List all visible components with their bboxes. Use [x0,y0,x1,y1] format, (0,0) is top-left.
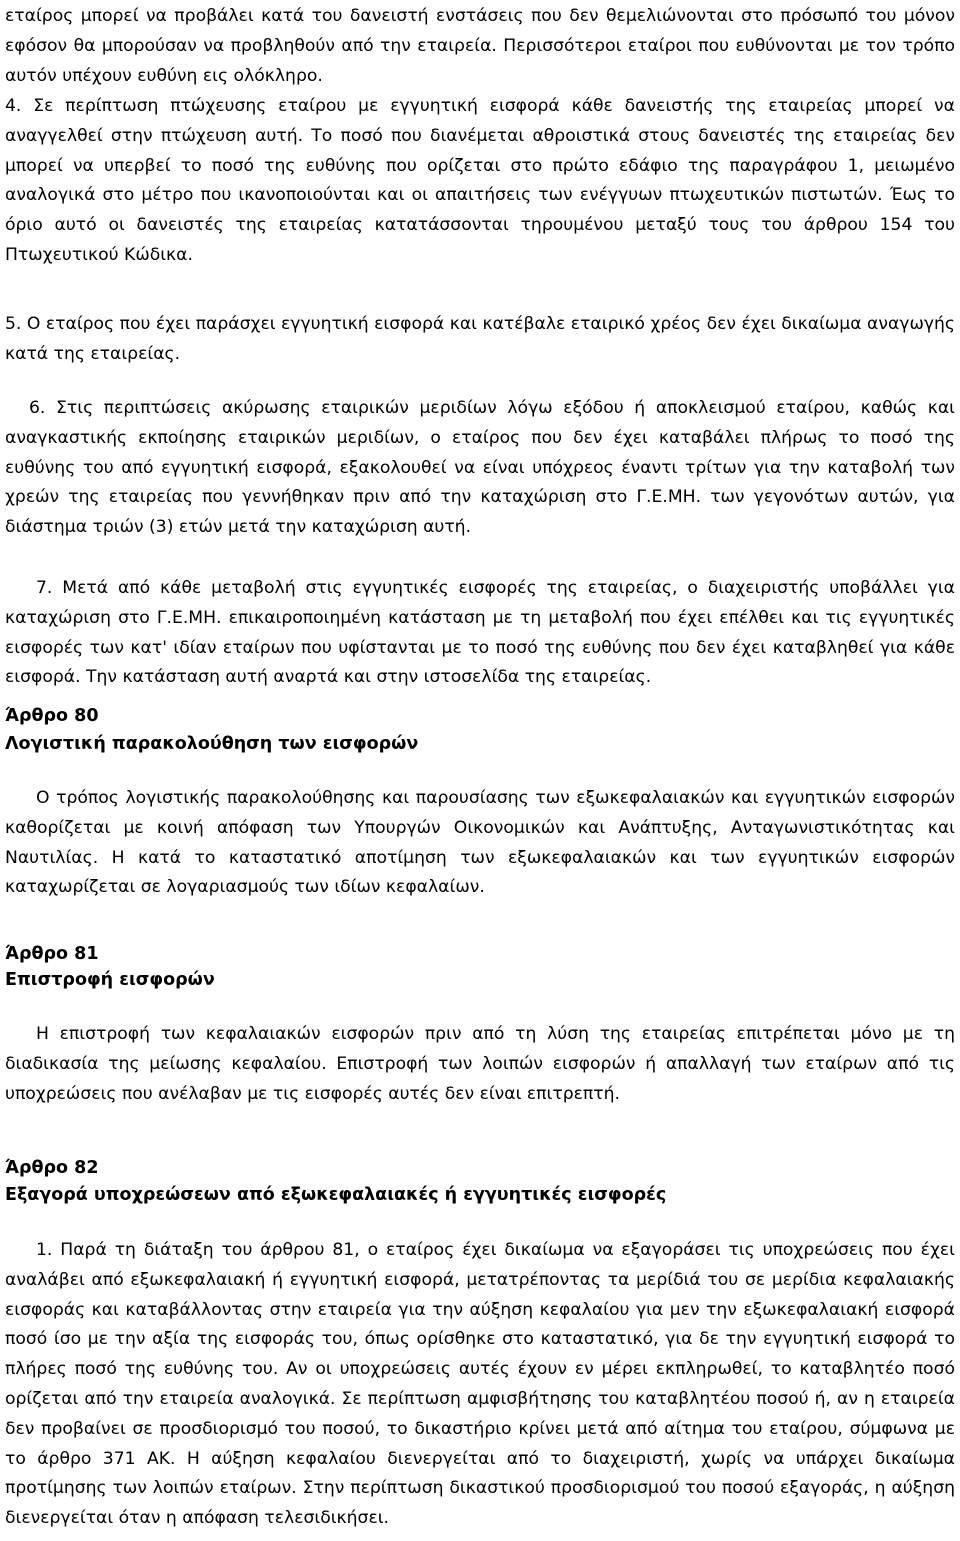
article-82-paragraph-1: 1. Παρά τη διάταξη του άρθρου 81, ο εταίρος έχει δικαίωμα να εξαγοράσει τις υποχρεώσεις που έχει αναλάβει από εξωκεφαλαιακή ή εγγυητική εισφορά, μετατρέποντας τα μερίδιά του σε μερίδια κεφαλαιακής εισφοράς και καταβάλλοντας στην εταιρεία για την αύξηση κεφαλαίου για μεν την εξωκεφαλαιακή εισφορά ποσό ίσο με την αξία της εισφοράς του, όπως ορίσθηκε στο καταστατικό, για δε την εγγυητική εισφορά το πλήρες ποσό της ευθύνης του. Αν οι υποχρεώσεις αυτές έχουν εν μέρει εκπληρωθεί, το καταβλητέο ποσό ορίζεται από την εταιρεία αναλογικά. Σε περίπτωση αμφισβήτησης του καταβλητέου ποσού ή, αν η εταιρεία δεν προβαίνει σε προσδιορισμό του ποσού, το δικαστήριο κρίνει μετά από αίτημα του εταίρου, σύμφωνα με το άρθρο 371 ΑΚ. Η αύξηση κεφαλαίου διενεργείται από το διαχειριστή, χωρίς να υπάρχει δικαίωμα προτίμησης των λοιπών εταίρων. Στην περίπτωση δικαστικού προσδιορισμού του ποσού εξαγοράς, η αύξηση διενεργείται όταν η απόφαση τελεσιδικήσει. [5,1240,955,1529]
article-80-title: Λογιστική παρακολούθηση των εισφορών [5,734,419,754]
article-80-body: Ο τρόπος λογιστικής παρακολούθησης και παρουσίασης των εξωκεφαλαιακών και εγγυητικών εισφορών καθορίζεται με κοινή απόφαση των Υπουργών Οικονομικών και Ανάπτυξης, Ανταγωνιστικότητας και Ναυτιλίας. Η κατά το καταστατικό αποτίμηση των εξωκεφαλαιακών και των εγγυητικών εισφορών καταχωρίζεται σε λογαριασμούς των ιδίων κεφαλαίων. [5,788,955,898]
paragraph-4: 4. Σε περίπτωση πτώχευσης εταίρου με εγγυητική εισφορά κάθε δανειστής της εταιρείας μπορεί να αναγγελθεί στην πτώχευση αυτή. Το ποσό που διανέμεται αθροιστικά στους δανειστές της εταιρείας δεν μπορεί να υπερβεί το ποσό της ευθύνης που ορίζεται στο πρώτο εδάφιο της παραγράφου 1, μειωμένο αναλογικά στο μέτρο που ικανοποιούνται και οι απαιτήσεις των ενέγγυων πτωχευτικών πιστωτών. Έως το όριο αυτό οι δανειστές της εταιρείας κατατάσσονται τηρουμένου μεταξύ τους του άρθρου 154 του Πτωχευτικού Κώδικα. [5,96,955,265]
paragraph-7: 7. Μετά από κάθε μεταβολή στις εγγυητικές εισφορές της εταιρείας, ο διαχειριστής υποβάλλει για καταχώριση στο Γ.Ε.ΜΗ. επικαιροποιημένη κατάσταση με τη μεταβολή που έχει επέλθει και τις εγγυητικές εισφορές των κατ' ιδίαν εταίρων που υφίστανται με το ποσό της ευθύνης που δεν έχει καταβληθεί για κάθε εισφορά. Την κατάσταση αυτή αναρτά και στην ιστοσελίδα της εταιρείας. [5,578,955,688]
article-82-title: Εξαγορά υποχρεώσεων από εξωκεφαλαιακές ή εγγυητικές εισφορές [5,1185,667,1205]
paragraph-continuation: εταίρος μπορεί να προβάλει κατά του δανειστή ενστάσεις που δεν θεμελιώνονται στο πρόσωπό του μόνον εφόσον θα μπορούσαν να προβληθούν από την εταιρεία. Περισσότεροι εταίροι που ευθύνονται με τον τρόπο αυτόν υπέχουν ευθύνη εις ολόκληρο. [5,6,955,86]
article-81-number: Άρθρο 81 [5,944,99,964]
article-81-title: Επιστροφή εισφορών [5,970,215,990]
paragraph-5: 5. Ο εταίρος που έχει παράσχει εγγυητική εισφορά και κατέβαλε εταιρικό χρέος δεν έχει δικαίωμα αναγωγής κατά της εταιρείας. [5,314,955,364]
article-82-number: Άρθρο 82 [5,1158,99,1178]
paragraph-6: 6. Στις περιπτώσεις ακύρωσης εταιρικών μεριδίων λόγω εξόδου ή αποκλεισμού εταίρου, καθώς και αναγκαστικής εκποίησης εταιρικών μεριδίων, ο εταίρος που δεν έχει καταβάλει πλήρως το ποσό της ευθύνης του από εγγυητική εισφορά, εξακολουθεί να είναι υπόχρεος έναντι τρίτων για την καταβολή των χρεών της εταιρείας που γεννήθηκαν πριν από την καταχώριση στο Γ.Ε.ΜΗ. των γεγονότων αυτών, για διάστημα τριών (3) ετών μετά την καταχώριση αυτή. [5,398,955,538]
article-80-number: Άρθρο 80 [5,706,99,726]
article-81-body: Η επιστροφή των κεφαλαιακών εισφορών πριν από τη λύση της εταιρείας επιτρέπεται μόνο με τη διαδικασία της μείωσης κεφαλαίου. Επιστροφή των λοιπών εισφορών ή απαλλαγή των εταίρων από τις υποχρεώσεις που ανέλαβαν με τις εισφορές αυτές δεν είναι επιτρεπτή. [5,1024,955,1104]
